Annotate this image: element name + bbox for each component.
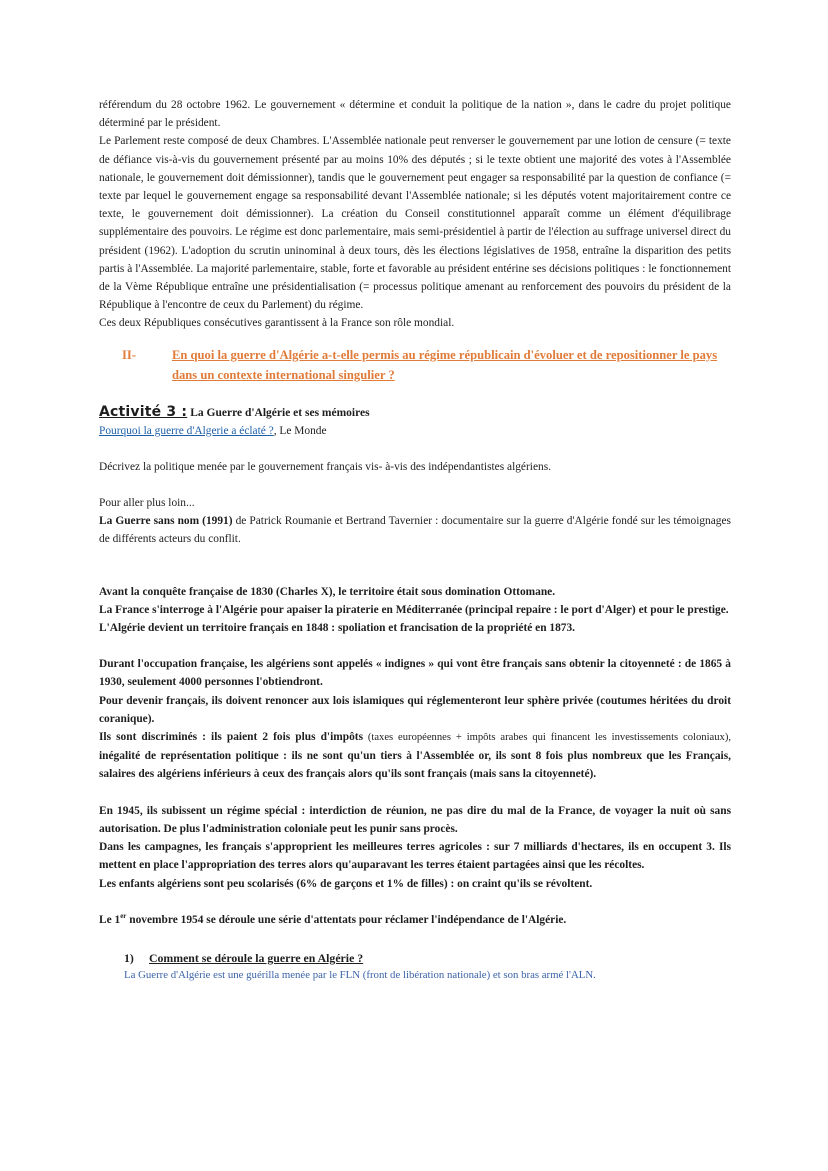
further-label: Pour aller plus loin... bbox=[99, 497, 195, 510]
subsection-answer: La Guerre d'Algérie est une guérilla menée par le FLN (front de libération nationale) et son bras armé l'ALN. bbox=[124, 968, 596, 981]
para-discrimines bbox=[99, 728, 731, 784]
section-title: En quoi la guerre d'Algérie a-t-elle permis au régime républicain d'évoluer et de repositionner le pays dans un contexte international singulier ? bbox=[172, 347, 718, 382]
source-suffix: , Le Monde bbox=[273, 424, 327, 437]
bold-para-piraterie: La France s'interroge à l'Algérie pour apaiser la piraterie en Méditerranée (principal repaire : le port d'Alger) et pour le prestige. bbox=[99, 603, 729, 616]
section-heading-2 bbox=[122, 345, 731, 385]
paragraph-referendum: référendum du 28 octobre 1962. Le gouvernement « détermine et conduit la politique de la nation », dans le cadre du projet politique déterminé par le président. bbox=[99, 99, 731, 130]
activity-heading bbox=[99, 403, 731, 422]
document-page bbox=[99, 96, 731, 983]
bold-para-1954 bbox=[99, 911, 731, 929]
bold-para-campagnes: Dans les campagnes, les français s'approprient les meilleures terres agricoles : sur 7 milliards d'hectares, ils en occupent 3. Ils mettent en place l'appropriation des terres alors qu'auparavant les terres étaient partagées ainsi que les récoltes. bbox=[99, 841, 731, 872]
activity-label: Activité 3 : bbox=[99, 403, 188, 420]
discrimines-normal: (taxes européennes + impôts arabes qui financent les investissements coloniaux), bbox=[363, 732, 731, 744]
discrimines-bold-2: inégalité de représentation politique : ils ne sont qu'un tiers à l'Assemblée or, ils sont 8 fois plus nombreux que les Français, salaires des algériens inférieurs à ceux des français alors qu'ils sont français (mais sans la citoyenneté). bbox=[99, 750, 731, 781]
further-text: de Patrick Roumanie et Bertrand Tavernier : documentaire sur la guerre d'Algérie fondé sur les témoignages de différents acteurs du conflit. bbox=[99, 515, 731, 546]
paragraph-parlement: Le Parlement reste composé de deux Chambres. L'Assemblée nationale peut renverser le gouvernement par une lotion de censure (= texte de défiance vis-à-vis du gouvernement présenté par au moins 10% des députés ; si le texte obtient une majorité des votes à l'Assemblée nationale, le gouvernement doit démissionner), tandis que le gouvernement peut engager sa responsabilité par la question de confiance (= texte par lequel le gouvernement engage sa responsabilité devant l'Assemblée nationale; si les députés votent majoritairement contre ce texte, le gouvernement doit démissionner). La création du Conseil constitutionnel apparaît comme un élément d'équilibrage supplémentaire des pouvoirs. Le régime est donc parlementaire, mais semi-présidentiel à partir de l'élection au suffrage universel direct du président (1962). L'adoption du scrutin uninominal à deux tours, dès les élections législatives de 1958, entraîne la disparition des petits partis à l'Assemblée. La majorité parlementaire, stable, forte et favorable au président entérine ses décisions politiques : le fonctionnement de la Vème République entraîne une présidentialisation (= processus politique amenant au renforcement des pouvoirs du président de la République à l'encontre de ceux du Parlement) du régime. bbox=[99, 135, 731, 312]
activity-source bbox=[99, 422, 731, 440]
subsection-number: 1) bbox=[124, 950, 134, 965]
subsection-title: Comment se déroule la guerre en Algérie ? bbox=[149, 950, 364, 965]
date-prefix: Le 1 bbox=[99, 913, 121, 926]
paragraph-republiques: Ces deux Républiques consécutives garantissent à la France son rôle mondial. bbox=[99, 317, 455, 330]
bold-para-enfants: Les enfants algériens sont peu scolarisés (6% de garçons et 1% de filles) : on craint qu'ils se révoltent. bbox=[99, 877, 593, 890]
bold-para-1945: En 1945, ils subissent un régime spécial : interdiction de réunion, ne pas dire du mal de la France, de voyager la nuit où sans autorisation. De plus l'administration coloniale peut les punir sans procès. bbox=[99, 804, 731, 835]
bold-para-lois-islamiques: Pour devenir français, ils doivent renoncer aux lois islamiques qui réglementeront leur sphère privée (coutumes héritées du droit coranique). bbox=[99, 694, 731, 725]
discrimines-bold-1: Ils sont discriminés : ils paient 2 fois plus d'impôts bbox=[99, 731, 363, 744]
subsection-heading-1 bbox=[124, 949, 731, 967]
further-title: La Guerre sans nom (1991) bbox=[99, 515, 233, 528]
activity-title: La Guerre d'Algérie et ses mémoires bbox=[190, 406, 370, 419]
bold-para-indignes: Durant l'occupation française, les algériens sont appelés « indignes » qui vont être français sans obtenir la citoyenneté : de 1865 à 1930, seulement 4000 personnes l'obtiendront. bbox=[99, 658, 731, 689]
bold-para-territoire: L'Algérie devient un territoire français en 1848 : spoliation et francisation de la propriété en 1873. bbox=[99, 622, 576, 635]
further-paragraph bbox=[99, 512, 731, 548]
source-link[interactable]: Pourquoi la guerre d'Algerie a éclaté ? bbox=[99, 424, 274, 437]
section-number: II- bbox=[122, 347, 136, 362]
activity-question: Décrivez la politique menée par le gouvernement français vis- à-vis des indépendantistes algériens. bbox=[99, 460, 551, 473]
date-suffix: novembre 1954 se déroule une série d'attentats pour réclamer l'indépendance de l'Algérie. bbox=[126, 913, 567, 926]
date-superscript: er bbox=[120, 911, 127, 920]
bold-para-conquete: Avant la conquête française de 1830 (Charles X), le territoire était sous domination Ottomane. bbox=[99, 585, 556, 598]
